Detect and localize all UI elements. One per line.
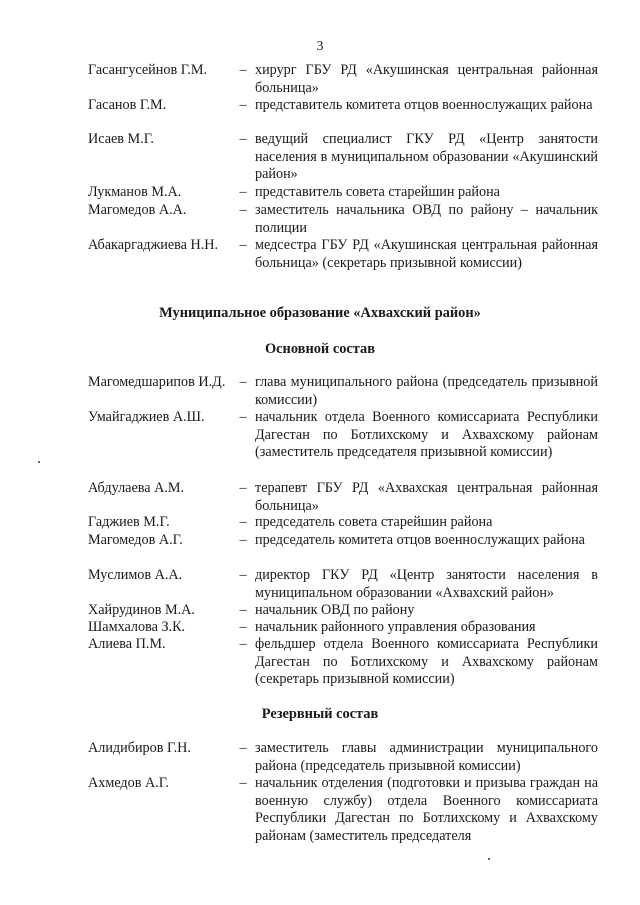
dash-separator: –: [239, 775, 247, 791]
member-name: Гасанов Г.М.: [88, 97, 167, 113]
dash-separator: –: [239, 184, 247, 200]
member-position: председатель совета старейшин района: [255, 514, 493, 530]
scan-speck: [38, 461, 40, 463]
member-position: заместитель начальника ОВД по району – начальник полиции: [255, 202, 598, 236]
member-name: Ахмедов А.Г.: [88, 775, 169, 791]
member-name: Лукманов М.А.: [88, 184, 182, 200]
member-name: Умайгаджиев А.Ш.: [88, 409, 205, 425]
member-position: начальник отдела Военного комиссариата Республики Дагестан по Ботлихскому и Ахвахскому районам (заместитель председателя призывной комиссии): [255, 409, 598, 460]
member-name: Абакаргаджиева Н.Н.: [88, 237, 219, 253]
member-name: Магомедов А.Г.: [88, 532, 183, 548]
member-name: Муслимов А.А.: [88, 567, 183, 583]
dash-separator: –: [239, 740, 247, 756]
member-position: терапевт ГБУ РД «Ахвахская центральная районная больница»: [255, 480, 598, 514]
dash-separator: –: [239, 532, 247, 548]
dash-separator: –: [239, 409, 247, 425]
member-name: Шамхалова З.К.: [88, 619, 186, 635]
member-position: начальник районного управления образования: [255, 619, 536, 635]
member-position: ведущий специалист ГКУ РД «Центр занятости населения в муниципальном образовании «Акушинский район»: [255, 131, 598, 182]
dash-separator: –: [239, 62, 247, 78]
member-name: Исаев М.Г.: [88, 131, 154, 147]
member-name: Гаджиев М.Г.: [88, 514, 170, 530]
dash-separator: –: [239, 636, 247, 652]
dash-separator: –: [239, 619, 247, 635]
member-name: Абдулаева А.М.: [88, 480, 185, 496]
page-number: 3: [316, 39, 324, 54]
member-position: фельдшер отдела Военного комиссариата Республики Дагестан по Ботлихскому и Ахвахскому районам (секретарь призывной комиссии): [255, 636, 598, 687]
dash-separator: –: [239, 567, 247, 583]
member-name: Гасангусейнов Г.М.: [88, 62, 208, 78]
dash-separator: –: [239, 374, 247, 390]
dash-separator: –: [239, 131, 247, 147]
reserve-composition-heading: Резервный состав: [261, 706, 379, 722]
member-name: Магомедшарипов И.Д.: [88, 374, 226, 390]
member-name: Алидибиров Г.Н.: [88, 740, 191, 756]
dash-separator: –: [239, 237, 247, 253]
member-position: заместитель главы администрации муниципального района (председатель призывной комиссии): [255, 740, 598, 774]
member-position: начальник ОВД по району: [255, 602, 415, 618]
main-composition-heading: Основной состав: [264, 341, 376, 357]
dash-separator: –: [239, 514, 247, 530]
member-name: Магомедов А.А.: [88, 202, 187, 218]
dash-separator: –: [239, 97, 247, 113]
dash-separator: –: [239, 202, 247, 218]
member-name: Хайрудинов М.А.: [88, 602, 195, 618]
section-title: Муниципальное образование «Ахвахский район»: [159, 305, 481, 321]
member-position: представитель комитета отцов военнослужащих района: [255, 97, 593, 113]
dash-separator: –: [239, 602, 247, 618]
member-position: начальник отделения (подготовки и призыва граждан на военную службу) отдела Военного комиссариата Республики Дагестан по Ботлихскому и Ахвахскому районам (заместитель председателя: [255, 775, 598, 844]
member-name: Алиева П.М.: [88, 636, 166, 652]
member-position: председатель комитета отцов военнослужащих района: [255, 532, 585, 548]
member-position: медсестра ГБУ РД «Акушинская центральная районная больница» (секретарь призывной комиссии): [255, 237, 598, 271]
dash-separator: –: [239, 480, 247, 496]
member-position: глава муниципального района (председатель призывной комиссии): [255, 374, 598, 408]
scan-speck: [488, 858, 490, 860]
member-position: хирург ГБУ РД «Акушинская центральная районная больница»: [255, 62, 598, 96]
member-position: директор ГКУ РД «Центр занятости населения в муниципальном образовании «Ахвахский район»: [255, 567, 598, 601]
member-position: представитель совета старейшин района: [255, 184, 500, 200]
